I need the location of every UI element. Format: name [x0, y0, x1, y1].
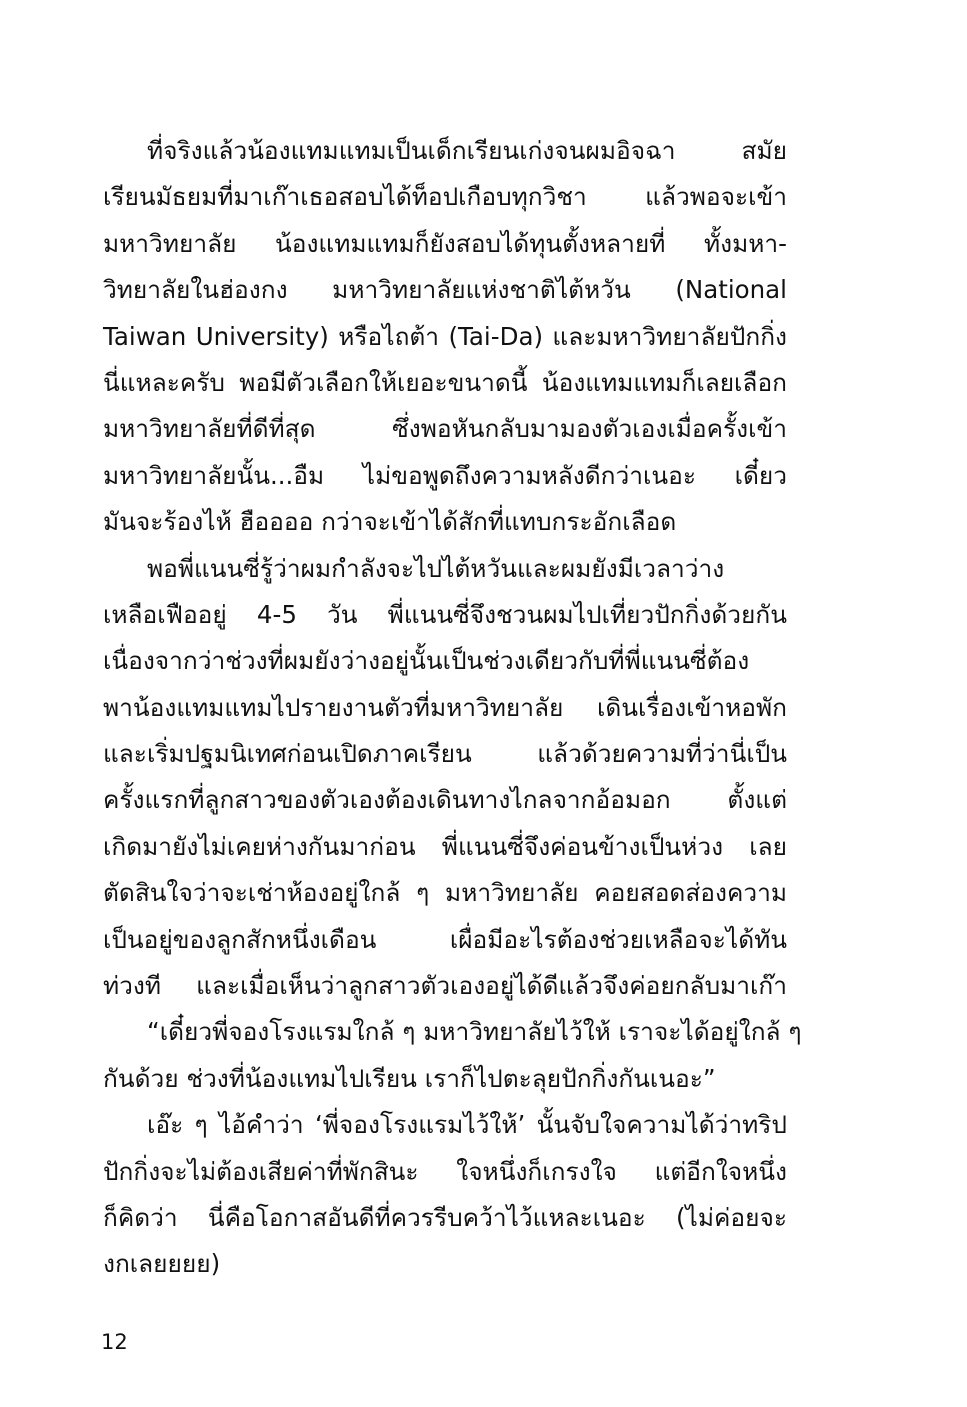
text-line: เนื่องจากว่าช่วงที่ผมยังว่างอยู่นั้นเป็นช่วงเดียวกับที่พี่แนนซี่ต้อง — [103, 646, 750, 676]
text-line: และเริ่มปฐมนิเทศก่อนเปิดภาคเรียน แล้วด้วยความที่ว่านี่เป็น — [103, 739, 787, 769]
text-line: วิทยาลัยในฮ่องกง มหาวิทยาลัยแห่งชาติไต้หวัน (National — [103, 275, 787, 305]
text-line: เป็นอยู่ของลูกสักหนึ่งเดือน เผื่อมีอะไรต้องช่วยเหลือจะได้ทัน — [103, 924, 787, 954]
text-line: เรียนมัธยมที่มาเก๊าเธอสอบได้ท็อปเกือบทุกวิชา แล้วพอจะเข้า — [103, 182, 787, 212]
text-line: เอ๊ะ ๆ ไอ้คำว่า ‘พี่จองโรงแรมไว้ให้’ นั้นจับใจความได้ว่าทริป — [147, 1110, 787, 1140]
text-line: พาน้องแทมแทมไปรายงานตัวที่มหาวิทยาลัย เดินเรื่องเข้าหอพัก — [103, 692, 787, 722]
text-line: พอพี่แนนซี่รู้ว่าผมกำลังจะไปไต้หวันและผมยังมีเวลาว่าง — [147, 553, 725, 583]
text-line: เหลือเฟืออยู่ 4-5 วัน พี่แนนซี่จึงชวนผมไปเที่ยวปักกิ่งด้วยกัน — [103, 599, 787, 629]
text-line: “เดี๋ยวพี่จองโรงแรมใกล้ ๆ มหาวิทยาลัยไว้ให้ เราจะได้อยู่ใกล้ ๆ — [147, 1017, 802, 1047]
text-line: งกเลยยยย) — [103, 1249, 221, 1279]
text-line: ครั้งแรกที่ลูกสาวของตัวเองต้องเดินทางไกลจากอ้อมอก ตั้งแต่ — [103, 785, 787, 815]
text-line: กันด้วย ช่วงที่น้องแทมไปเรียน เราก็ไปตะลุยปักกิ่งกันเนอะ” — [103, 1063, 716, 1093]
text-line: มหาวิทยาลัย น้องแทมแทมก็ยังสอบได้ทุนตั้งหลายที่ ทั้งมหา- — [103, 228, 787, 258]
text-line: ที่จริงแล้วน้องแทมแทมเป็นเด็กเรียนเก่งจนผมอิจฉา สมัย — [147, 136, 787, 165]
text-line: ตัดสินใจว่าจะเช่าห้องอยู่ใกล้ ๆ มหาวิทยาลัย คอยสอดส่องความ — [103, 878, 787, 908]
text-line: ปักกิ่งจะไม่ต้องเสียค่าที่พักสินะ ใจหนึ่งก็เกรงใจ แต่อีกใจหนึ่ง — [103, 1156, 787, 1186]
text-line: มันจะร้องไห้ ฮืออออ กว่าจะเข้าได้สักที่แทบกระอักเลือด — [103, 507, 677, 537]
text-line: มหาวิทยาลัยนั้น...อืม ไม่ขอพูดถึงความหลังดีกว่าเนอะ เดี๋ยว — [103, 460, 787, 490]
text-line: นี่แหละครับ พอมีตัวเลือกให้เยอะขนาดนี้ น้องแทมแทมก็เลยเลือก — [103, 367, 787, 397]
text-line: มหาวิทยาลัยที่ดีที่สุด ซึ่งพอหันกลับมามองตัวเองเมื่อครั้งเข้า — [103, 414, 787, 444]
text-line: ท่วงที และเมื่อเห็นว่าลูกสาวตัวเองอยู่ได้ดีแล้วจึงค่อยกลับมาเก๊า — [103, 971, 787, 1001]
text-line: ก็คิดว่า นี่คือโอกาสอันดีที่ควรรีบคว้าไว้แหละเนอะ (ไม่ค่อยจะ — [103, 1202, 787, 1232]
text-line: Taiwan University) หรือไถต้า (Tai-Da) และมหาวิทยาลัยปักกิ่ง — [103, 321, 787, 351]
text-line: เกิดมายังไม่เคยห่างกันมาก่อน พี่แนนซี่จึงค่อนข้างเป็นห่วง เลย — [103, 831, 787, 861]
body-text — [103, 128, 802, 1288]
page-number: 12 — [101, 1330, 128, 1354]
